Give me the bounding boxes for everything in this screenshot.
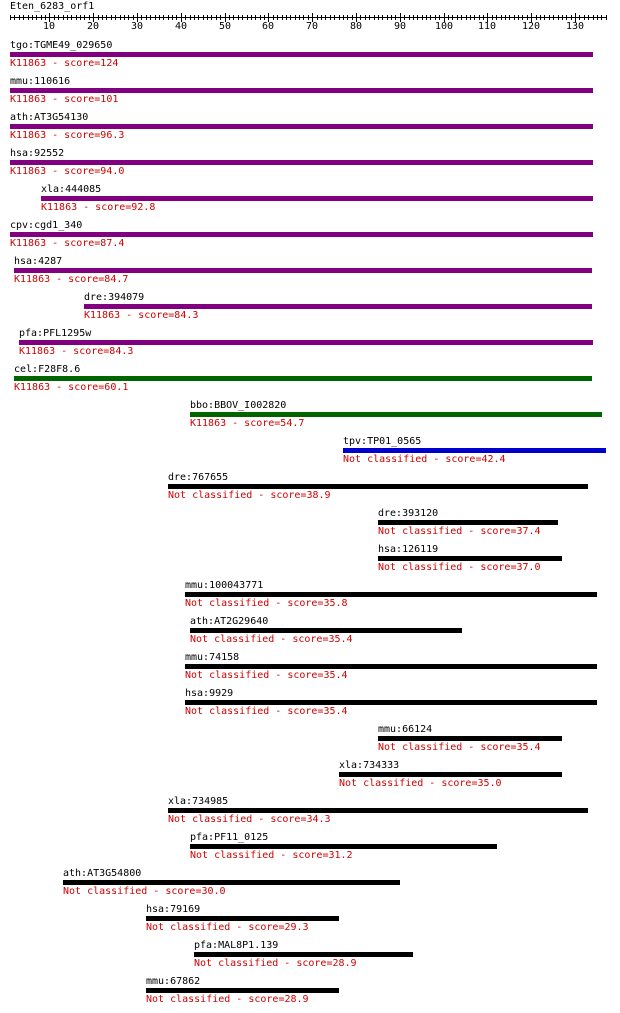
hit-gene-name[interactable]: pfa:PFL1295w xyxy=(19,328,92,339)
hit-ko-score[interactable]: K11863 - score=87.4 xyxy=(10,238,125,249)
hit-alignment-bar[interactable] xyxy=(146,916,339,921)
hit-ko-score[interactable]: Not classified - score=28.9 xyxy=(194,958,357,969)
ruler-tick-label: 40 xyxy=(174,21,188,32)
ruler-minor-tick xyxy=(84,15,85,20)
ruler-minor-tick xyxy=(584,15,585,20)
hit-gene-name[interactable]: xla:734985 xyxy=(168,796,229,807)
hit-gene-name[interactable]: dre:767655 xyxy=(168,472,229,483)
ruler-minor-tick xyxy=(317,15,318,20)
ruler-minor-tick xyxy=(452,15,453,20)
ruler-minor-tick xyxy=(273,15,274,20)
hit-gene-name[interactable]: ath:AT2G29640 xyxy=(190,616,269,627)
hit-ko-score[interactable]: K11863 - score=96.3 xyxy=(10,130,125,141)
hit-gene-name[interactable]: ath:AT3G54130 xyxy=(10,112,89,123)
hit-ko-score[interactable]: Not classified - score=35.4 xyxy=(185,670,348,681)
ruler-minor-tick xyxy=(176,15,177,20)
hit-alignment-bar[interactable] xyxy=(10,88,593,93)
hit-gene-name[interactable]: mmu:74158 xyxy=(185,652,240,663)
query-name: Eten_6283_orf1 xyxy=(10,1,95,12)
hit-gene-name[interactable]: xla:444085 xyxy=(41,184,102,195)
hit-alignment-bar[interactable] xyxy=(378,556,562,561)
hit-ko-score[interactable]: K11863 - score=92.8 xyxy=(41,202,156,213)
ruler-minor-tick xyxy=(242,15,243,20)
ruler-tick-label: 130 xyxy=(565,21,585,32)
hit-ko-score[interactable]: Not classified - score=31.2 xyxy=(190,850,353,861)
ruler-minor-tick xyxy=(102,15,103,20)
ruler-minor-tick xyxy=(76,15,77,20)
ruler-minor-tick xyxy=(14,15,15,20)
ruler-minor-tick xyxy=(211,15,212,20)
hit-alignment-bar[interactable] xyxy=(41,196,593,201)
ruler-minor-tick xyxy=(409,15,410,20)
ruler-minor-tick xyxy=(264,15,265,20)
ruler-minor-tick xyxy=(185,15,186,20)
ruler-minor-tick xyxy=(606,15,607,20)
ruler-minor-tick xyxy=(10,15,11,20)
ruler-minor-tick xyxy=(115,15,116,20)
hit-alignment-bar[interactable] xyxy=(185,592,597,597)
ruler-tick-label: 80 xyxy=(349,21,363,32)
hit-ko-score[interactable]: Not classified - score=28.9 xyxy=(146,994,309,1005)
ruler-minor-tick xyxy=(325,15,326,20)
ruler-tick-label: 10 xyxy=(42,21,56,32)
ruler-minor-tick xyxy=(352,15,353,20)
ruler-minor-tick xyxy=(509,15,510,20)
ruler-minor-tick xyxy=(522,15,523,20)
hit-ko-score[interactable]: K11863 - score=84.3 xyxy=(19,346,134,357)
ruler-minor-tick xyxy=(155,15,156,20)
hit-alignment-bar[interactable] xyxy=(185,664,597,669)
hit-alignment-bar[interactable] xyxy=(339,772,562,777)
ruler-minor-tick xyxy=(233,15,234,20)
ruler-tick-label: 120 xyxy=(521,21,541,32)
hit-gene-name[interactable]: pfa:PF11_0125 xyxy=(190,832,269,843)
ruler-minor-tick xyxy=(303,15,304,20)
hit-gene-name[interactable]: dre:393120 xyxy=(378,508,439,519)
ruler-minor-tick xyxy=(251,15,252,20)
ruler-minor-tick xyxy=(32,15,33,20)
ruler-minor-tick xyxy=(457,15,458,20)
ruler-minor-tick xyxy=(588,15,589,20)
ruler-tick-label: 70 xyxy=(305,21,319,32)
ruler-minor-tick xyxy=(339,15,340,20)
ruler-minor-tick xyxy=(470,15,471,20)
ruler-minor-tick xyxy=(369,15,370,20)
ruler-minor-tick xyxy=(120,15,121,20)
ruler-minor-tick xyxy=(435,15,436,20)
ruler-minor-tick xyxy=(395,15,396,20)
ruler-minor-tick xyxy=(514,15,515,20)
hit-ko-score[interactable]: Not classified - score=37.0 xyxy=(378,562,541,573)
ruler-tick-label: 110 xyxy=(477,21,497,32)
ruler-minor-tick xyxy=(562,15,563,20)
ruler-minor-tick xyxy=(286,15,287,20)
ruler-minor-tick xyxy=(601,15,602,20)
hit-alignment-bar[interactable] xyxy=(378,520,558,525)
hit-alignment-bar[interactable] xyxy=(10,124,593,129)
ruler-minor-tick xyxy=(19,15,20,20)
ruler-tick-label: 60 xyxy=(261,21,275,32)
ruler-minor-tick xyxy=(343,15,344,20)
hit-alignment-bar[interactable] xyxy=(194,952,413,957)
ruler-minor-tick xyxy=(417,15,418,20)
hit-gene-name[interactable]: hsa:79169 xyxy=(146,904,201,915)
ruler-minor-tick xyxy=(439,15,440,20)
ruler-minor-tick xyxy=(501,15,502,20)
hit-ko-score[interactable]: K11863 - score=60.1 xyxy=(14,382,129,393)
hit-gene-name[interactable]: tgo:TGME49_029650 xyxy=(10,40,113,51)
ruler-minor-tick xyxy=(58,15,59,20)
ruler-minor-tick xyxy=(54,15,55,20)
hit-ko-score[interactable]: Not classified - score=35.4 xyxy=(185,706,348,717)
hit-ko-score[interactable]: K11863 - score=94.0 xyxy=(10,166,125,177)
ruler-tick-label: 30 xyxy=(130,21,144,32)
ruler-minor-tick xyxy=(146,15,147,20)
ruler-minor-tick xyxy=(347,15,348,20)
hit-ko-score[interactable]: Not classified - score=34.3 xyxy=(168,814,331,825)
ruler-minor-tick xyxy=(536,15,537,20)
ruler-minor-tick xyxy=(98,15,99,20)
ruler-tick-label: 90 xyxy=(393,21,407,32)
ruler-minor-tick xyxy=(553,15,554,20)
hit-gene-name[interactable]: cel:F28F8.6 xyxy=(14,364,81,375)
hit-alignment-bar[interactable] xyxy=(14,268,592,273)
ruler-minor-tick xyxy=(387,15,388,20)
ruler-minor-tick xyxy=(80,15,81,20)
hit-gene-name[interactable]: mmu:67862 xyxy=(146,976,201,987)
ruler-tick-label: 100 xyxy=(434,21,454,32)
ruler-tick-label: 50 xyxy=(218,21,232,32)
hit-ko-score[interactable]: K11863 - score=101 xyxy=(10,94,119,105)
ruler-minor-tick xyxy=(28,15,29,20)
ruler-minor-tick xyxy=(229,15,230,20)
hit-gene-name[interactable]: xla:734333 xyxy=(339,760,400,771)
ruler-tick-label: 20 xyxy=(86,21,100,32)
ruler-minor-tick xyxy=(391,15,392,20)
ruler-minor-tick xyxy=(198,15,199,20)
ruler-minor-tick xyxy=(23,15,24,20)
ruler-minor-tick xyxy=(128,15,129,20)
hit-alignment-bar[interactable] xyxy=(63,880,400,885)
ruler-minor-tick xyxy=(549,15,550,20)
hit-gene-name[interactable]: mmu:100043771 xyxy=(185,580,264,591)
ruler-minor-tick xyxy=(124,15,125,20)
ruler-minor-tick xyxy=(430,15,431,20)
ruler-minor-tick xyxy=(321,15,322,20)
ruler-minor-tick xyxy=(41,15,42,20)
ruler-minor-tick xyxy=(540,15,541,20)
ruler-minor-tick xyxy=(404,15,405,20)
ruler-minor-tick xyxy=(505,15,506,20)
ruler-minor-tick xyxy=(133,15,134,20)
hit-alignment-bar[interactable] xyxy=(190,844,497,849)
ruler-minor-tick xyxy=(544,15,545,20)
ruler-minor-tick xyxy=(295,15,296,20)
ruler-minor-tick xyxy=(172,15,173,20)
hit-gene-name[interactable]: hsa:4287 xyxy=(14,256,63,267)
ruler-minor-tick xyxy=(466,15,467,20)
hit-ko-score[interactable]: Not classified - score=29.3 xyxy=(146,922,309,933)
hit-ko-score[interactable]: Not classified - score=30.0 xyxy=(63,886,226,897)
hit-ko-score[interactable]: Not classified - score=35.4 xyxy=(378,742,541,753)
ruler-minor-tick xyxy=(89,15,90,20)
hit-alignment-bar[interactable] xyxy=(378,736,562,741)
hit-gene-name[interactable]: hsa:92552 xyxy=(10,148,65,159)
hit-ko-score[interactable]: K11863 - score=84.3 xyxy=(84,310,199,321)
ruler-minor-tick xyxy=(216,15,217,20)
ruler-minor-tick xyxy=(413,15,414,20)
ruler-minor-tick xyxy=(220,15,221,20)
hit-gene-name[interactable]: mmu:66124 xyxy=(378,724,433,735)
hit-alignment-bar[interactable] xyxy=(185,700,597,705)
ruler-minor-tick xyxy=(474,15,475,20)
ruler-minor-tick xyxy=(163,15,164,20)
ruler-minor-tick xyxy=(207,15,208,20)
ruler-minor-tick xyxy=(255,15,256,20)
hit-ko-score[interactable]: Not classified - score=42.4 xyxy=(343,454,506,465)
ruler-minor-tick xyxy=(260,15,261,20)
hit-alignment-bar[interactable] xyxy=(190,412,602,417)
ruler-minor-tick xyxy=(238,15,239,20)
hit-gene-name[interactable]: cpv:cgd1_340 xyxy=(10,220,83,231)
hit-alignment-bar[interactable] xyxy=(19,340,593,345)
ruler-minor-tick xyxy=(378,15,379,20)
ruler-minor-tick xyxy=(566,15,567,20)
ruler-minor-tick xyxy=(159,15,160,20)
hit-alignment-bar[interactable] xyxy=(14,376,592,381)
ruler-minor-tick xyxy=(194,15,195,20)
hit-gene-name[interactable]: pfa:MAL8P1.139 xyxy=(194,940,279,951)
hit-ko-score[interactable]: Not classified - score=37.4 xyxy=(378,526,541,537)
ruler-minor-tick xyxy=(518,15,519,20)
ruler-minor-tick xyxy=(111,15,112,20)
hit-ko-score[interactable]: K11863 - score=84.7 xyxy=(14,274,129,285)
hit-ko-score[interactable]: K11863 - score=124 xyxy=(10,58,119,69)
hit-ko-score[interactable]: Not classified - score=35.8 xyxy=(185,598,348,609)
ruler-minor-tick xyxy=(71,15,72,20)
hit-alignment-bar[interactable] xyxy=(168,484,588,489)
ruler-minor-tick xyxy=(150,15,151,20)
hit-ko-score[interactable]: Not classified - score=38.9 xyxy=(168,490,331,501)
ruler-minor-tick xyxy=(290,15,291,20)
hit-alignment-bar[interactable] xyxy=(190,628,462,633)
ruler-minor-tick xyxy=(496,15,497,20)
ruler-minor-tick xyxy=(203,15,204,20)
ruler-minor-tick xyxy=(308,15,309,20)
hit-gene-name[interactable]: tpv:TP01_0565 xyxy=(343,436,422,447)
ruler-minor-tick xyxy=(360,15,361,20)
ruler-minor-tick xyxy=(448,15,449,20)
ruler-minor-tick xyxy=(597,15,598,20)
ruler-minor-tick xyxy=(571,15,572,20)
ruler-minor-tick xyxy=(36,15,37,20)
hit-gene-name[interactable]: hsa:126119 xyxy=(378,544,439,555)
hit-ko-score[interactable]: Not classified - score=35.4 xyxy=(190,634,353,645)
hit-alignment-bar[interactable] xyxy=(10,232,593,237)
ruler-minor-tick xyxy=(422,15,423,20)
ruler-minor-tick xyxy=(374,15,375,20)
ruler-minor-tick xyxy=(527,15,528,20)
ruler-minor-tick xyxy=(492,15,493,20)
hit-alignment-bar[interactable] xyxy=(84,304,592,309)
ruler-minor-tick xyxy=(106,15,107,20)
hit-gene-name[interactable]: hsa:9929 xyxy=(185,688,234,699)
ruler-minor-tick xyxy=(168,15,169,20)
ruler-minor-tick xyxy=(365,15,366,20)
hit-gene-name[interactable]: dre:394079 xyxy=(84,292,145,303)
hit-alignment-bar[interactable] xyxy=(10,160,593,165)
hit-alignment-bar[interactable] xyxy=(168,808,588,813)
hit-gene-name[interactable]: bbo:BBOV_I002820 xyxy=(190,400,287,411)
ruler-minor-tick xyxy=(334,15,335,20)
hit-gene-name[interactable]: ath:AT3G54800 xyxy=(63,868,142,879)
ruler-minor-tick xyxy=(247,15,248,20)
hit-alignment-bar[interactable] xyxy=(10,52,593,57)
ruler-minor-tick xyxy=(579,15,580,20)
ruler-minor-tick xyxy=(141,15,142,20)
ruler-minor-tick xyxy=(190,15,191,20)
hit-alignment-bar[interactable] xyxy=(343,448,606,453)
ruler-minor-tick xyxy=(382,15,383,20)
ruler-minor-tick xyxy=(277,15,278,20)
hit-gene-name[interactable]: mmu:110616 xyxy=(10,76,71,87)
ruler-minor-tick xyxy=(479,15,480,20)
hit-alignment-bar[interactable] xyxy=(146,988,339,993)
ruler-minor-tick xyxy=(558,15,559,20)
ruler-minor-tick xyxy=(330,15,331,20)
ruler-minor-tick xyxy=(593,15,594,20)
hit-ko-score[interactable]: Not classified - score=35.0 xyxy=(339,778,502,789)
ruler-minor-tick xyxy=(282,15,283,20)
ruler-minor-tick xyxy=(45,15,46,20)
ruler-minor-tick xyxy=(461,15,462,20)
ruler-minor-tick xyxy=(67,15,68,20)
ruler-minor-tick xyxy=(63,15,64,20)
hit-ko-score[interactable]: K11863 - score=54.7 xyxy=(190,418,305,429)
ruler-minor-tick xyxy=(426,15,427,20)
ruler-minor-tick xyxy=(483,15,484,20)
ruler-minor-tick xyxy=(299,15,300,20)
